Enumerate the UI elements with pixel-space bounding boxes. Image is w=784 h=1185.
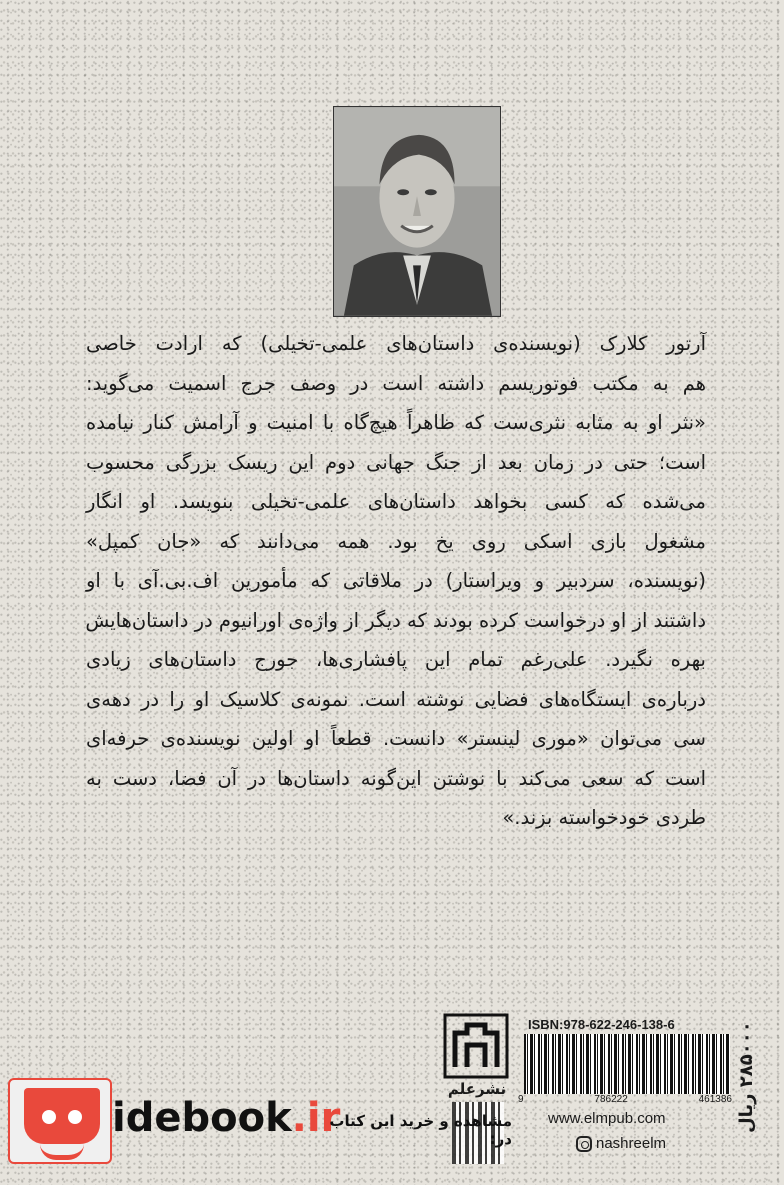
bio-line: می‌شده که کسی بخواهد داستان‌های علمی-تخیلی بنویسد. او انگار — [86, 490, 706, 513]
watermark-banner[interactable] — [0, 1075, 518, 1185]
idebook-logo-icon — [8, 1078, 112, 1164]
eye-icon — [42, 1110, 56, 1124]
author-bio — [86, 324, 706, 838]
social-handle[interactable] — [576, 1135, 736, 1152]
book-icon — [24, 1088, 100, 1144]
barcode-digit-group: 461386 — [698, 1094, 732, 1105]
price: ۲۸۵۰۰۰ ریال — [736, 1021, 757, 1133]
bio-line: درباره‌ی ایستگاه‌های فضایی نوشته است. نمونه‌ی کلاسیک او را در دهه‌ی — [86, 687, 706, 711]
isbn: ISBN:978-622-246-138-6 — [528, 1017, 675, 1032]
publisher-logo-icon — [443, 1013, 509, 1079]
publisher-website[interactable]: www.elmpub.com — [548, 1110, 666, 1127]
bio-line: است؛ حتی در زمان بعد از جنگ جهانی دوم این ریسک بزرگی محسوب — [86, 450, 706, 474]
bio-line: بهره نگیرد. علی‌رغم تمام این پافشاری‌ها، جورج داستان‌های زیادی — [86, 648, 706, 671]
barcode-digits — [518, 1094, 732, 1105]
watermark-brand-tld: .ir — [291, 1095, 341, 1141]
bio-line: «نثر او به مثابه نثری‌ست که ظاهراً هیچ‌گاه با امنیت و آرامش کنار نیامده — [86, 411, 706, 434]
bio-line: طردی خودخواسته بزند.» — [502, 806, 706, 829]
watermark-brand — [112, 1095, 340, 1141]
barcode-digit-group: 786222 — [594, 1094, 628, 1105]
barcode-icon — [524, 1034, 730, 1094]
instagram-icon — [576, 1136, 592, 1152]
watermark-brand-main: idebook — [112, 1095, 292, 1141]
bio-line: سی می‌توان «موری لینستر» دانست. قطعاً او اولین نویسنده‌ی حرفه‌ای — [86, 727, 706, 750]
bio-line: مشغول بازی اسکی روی یخ بود. همه می‌دانند که «جان کمپل» — [86, 529, 706, 553]
smile-icon — [40, 1144, 84, 1160]
bio-line: (نویسنده، سردبیر و ویراستار) در ملاقاتی که مأمورین اف.بی.آی با او — [86, 569, 706, 592]
bio-line: است که سعی می‌کند با نوشتن این‌گونه داستان‌ها در آن فضا، دست به — [86, 766, 706, 790]
watermark-tagline: مشاهده و خرید این کتاب در: — [329, 1112, 512, 1148]
author-photo — [333, 106, 501, 317]
social-handle-text: nashreelm — [596, 1135, 667, 1152]
bio-line: داشتند از او درخواست کرده بودند که دیگر از واژه‌ی اورانیوم در داستان‌هایش — [85, 608, 706, 632]
publisher-name: نشرعلم — [447, 1080, 507, 1098]
barcode-digit-lead: 9 — [518, 1094, 524, 1105]
bio-line: آرتور کلارک (نویسنده‌ی داستان‌های علمی-تخیلی) که ارادت خاصی — [86, 332, 706, 355]
eye-icon — [68, 1110, 82, 1124]
bio-line: هم به مکتب فوتوریسم داشته است در وصف جرج اسمیت می‌گوید: — [86, 371, 706, 395]
author-portrait — [334, 107, 500, 316]
